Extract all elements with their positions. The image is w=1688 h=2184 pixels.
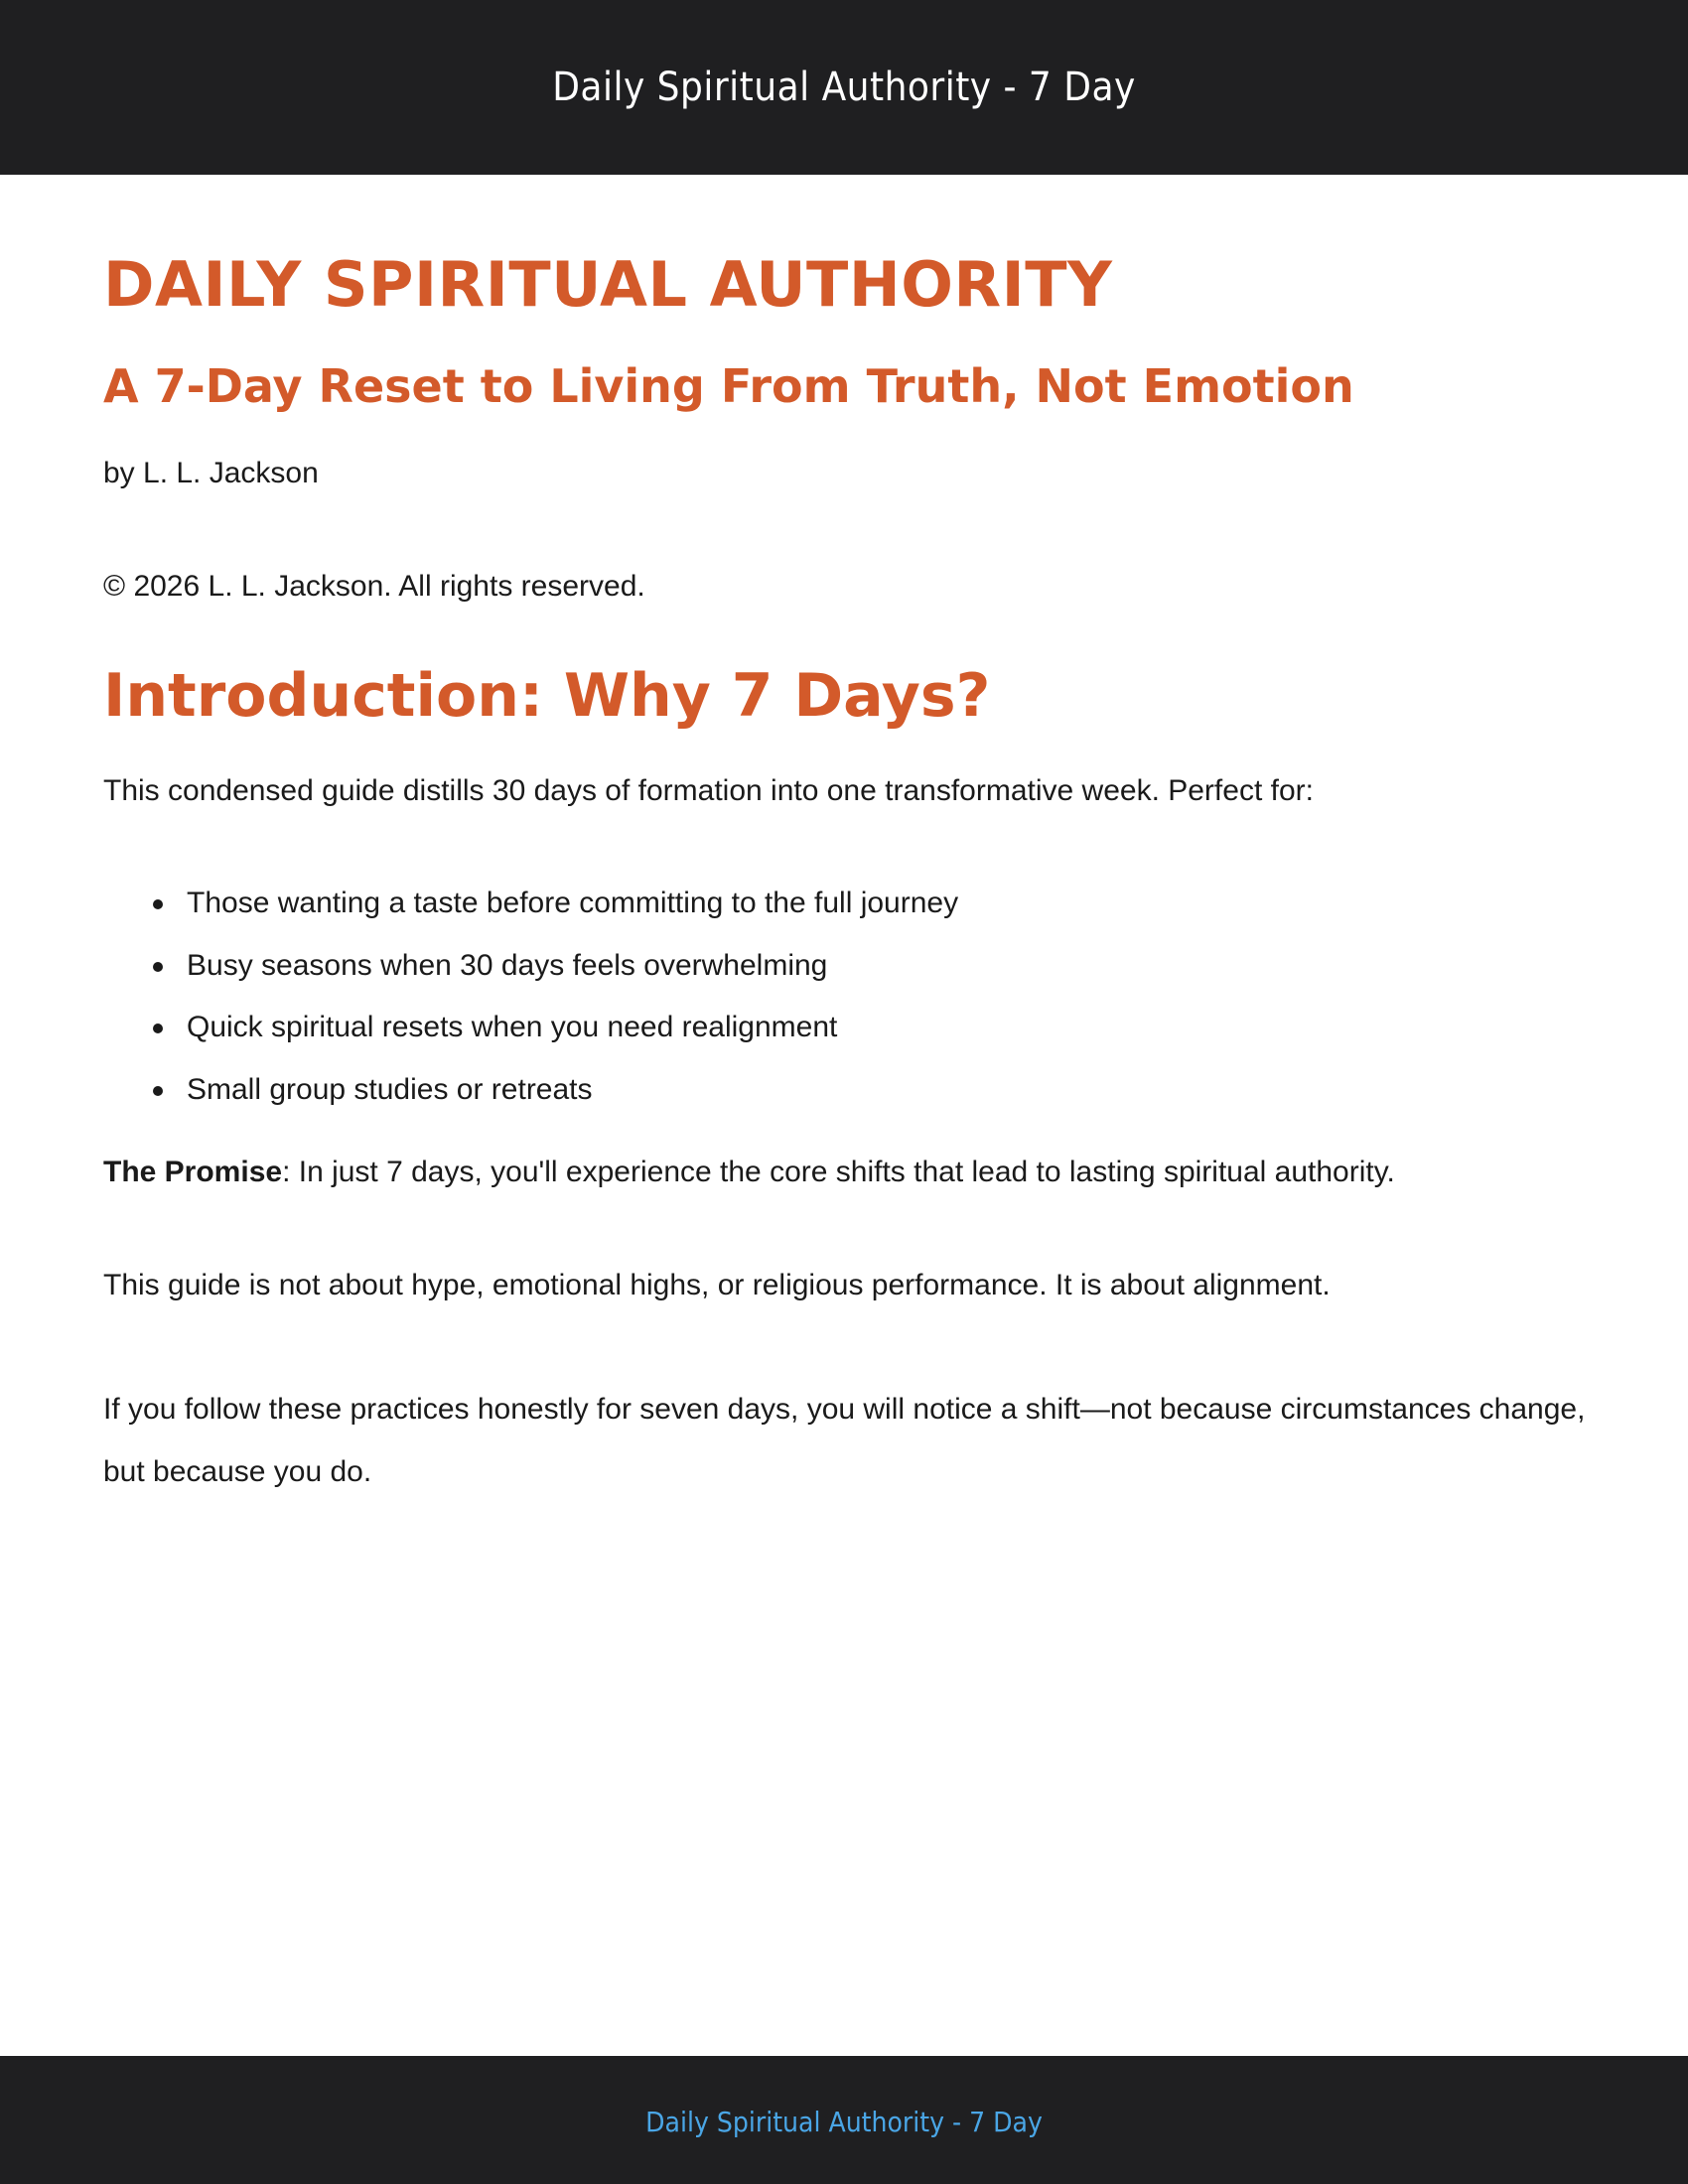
bullet-icon — [153, 1086, 163, 1096]
bullet-icon — [153, 1024, 163, 1033]
author-byline: by L. L. Jackson — [103, 457, 319, 489]
header-title: Daily Spiritual Authority - 7 Day — [552, 65, 1136, 110]
promise-paragraph — [103, 1156, 1395, 1189]
introduction-heading: Introduction: Why 7 Days? — [103, 661, 991, 731]
document-subtitle: A 7-Day Reset to Living From Truth, Not Emotion — [103, 359, 1354, 413]
bullet-icon — [153, 899, 163, 909]
benefits-list — [103, 884, 958, 1132]
page-header — [0, 0, 1688, 175]
introduction-lead: This condensed guide distills 30 days of formation into one transformative week. Perfect for: — [103, 774, 1314, 807]
list-item — [103, 884, 958, 946]
copyright-notice: © 2026 L. L. Jackson. All rights reserved. — [103, 570, 645, 603]
alignment-paragraph: This guide is not about hype, emotional highs, or religious performance. It is about alignment. — [103, 1269, 1331, 1301]
document-title: DAILY SPIRITUAL AUTHORITY — [103, 248, 1113, 321]
list-item-text: Small group studies or retreats — [187, 1072, 593, 1106]
bullet-icon — [153, 962, 163, 972]
footer-title: Daily Spiritual Authority - 7 Day — [645, 2106, 1043, 2138]
promise-text: : In just 7 days, you'll experience the core shifts that lead to lasting spiritual authority. — [282, 1156, 1395, 1188]
shift-paragraph: If you follow these practices honestly for seven days, you will notice a shift—not because circumstances change, but because you do. — [103, 1393, 1586, 1488]
list-item-text: Busy seasons when 30 days feels overwhelming — [187, 948, 828, 982]
page-footer — [0, 2056, 1688, 2184]
promise-label: The Promise — [103, 1156, 283, 1188]
list-item — [103, 946, 958, 1009]
list-item-text: Those wanting a taste before committing to the full journey — [187, 887, 959, 919]
list-item — [103, 1008, 958, 1070]
list-item — [103, 1070, 958, 1133]
list-item-text: Quick spiritual resets when you need realignment — [187, 1011, 838, 1043]
